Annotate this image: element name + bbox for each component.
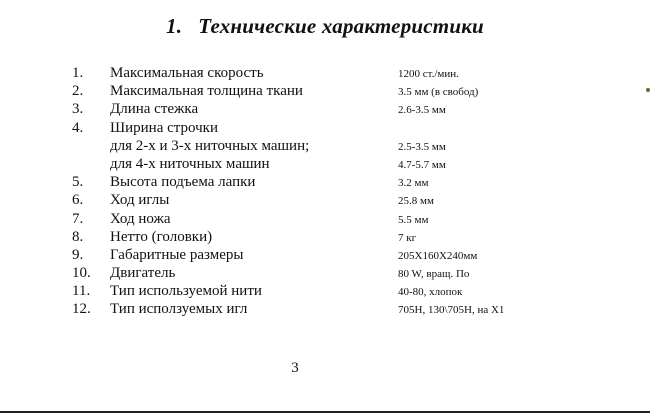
spec-label: Тип используемой нити (110, 283, 262, 300)
edge-dot-mark (646, 88, 650, 92)
spec-label: Максимальная скорость (110, 65, 264, 81)
spec-row (72, 228, 632, 246)
spec-row (72, 155, 632, 173)
spec-value: 3.2 мм (398, 177, 429, 190)
section-title: Технические характеристики (198, 14, 484, 38)
spec-value: 80 W, вращ. По (398, 268, 470, 281)
spec-label: Двигатель (110, 265, 176, 282)
spec-label: Ход ножа (110, 210, 171, 227)
spec-row (72, 82, 632, 100)
spec-row (72, 246, 632, 264)
bottom-divider (0, 411, 650, 413)
spec-value: 25.8 мм (398, 195, 434, 208)
spec-row (72, 119, 632, 137)
spec-label: для 2-х и 3-х ниточных машин; (110, 137, 310, 154)
spec-number: 4. (72, 119, 84, 136)
spec-row (72, 282, 632, 300)
section-heading (0, 14, 650, 39)
spec-number: 12. (72, 301, 91, 318)
spec-label: Ширина строчки (110, 119, 218, 136)
spec-row (72, 264, 632, 282)
spec-label: Нетто (головки) (110, 228, 213, 245)
spec-value: 5.5 мм (398, 213, 429, 226)
spec-value: 40-80, хлопок (398, 286, 463, 299)
spec-row (72, 100, 632, 118)
spec-number: 9. (72, 246, 84, 263)
spec-label: Тип исползуемых игл (110, 301, 248, 318)
spec-label: Ход иглы (110, 192, 170, 209)
spec-value: 2.6-3.5 мм (398, 104, 446, 117)
spec-number: 10. (72, 265, 91, 282)
spec-value: 2.5-3.5 мм (398, 140, 446, 153)
spec-row (72, 210, 632, 228)
spec-number: 2. (72, 83, 84, 100)
section-number: 1. (166, 14, 183, 38)
spec-label: Габаритные размеры (110, 246, 244, 263)
spec-number: 3. (72, 101, 84, 118)
spec-value: 705H, 130\705H, на X1 (398, 304, 505, 317)
page-number: 3 (291, 360, 299, 376)
spec-row (72, 64, 632, 82)
spec-row (72, 173, 632, 191)
spec-value: 7 кг (398, 231, 417, 244)
spec-value: 1200 ст./мин. (398, 68, 459, 80)
spec-label: для 4-х ниточных машин (110, 155, 270, 172)
spec-row (72, 191, 632, 209)
spec-number: 5. (72, 174, 84, 191)
spec-row (72, 137, 632, 155)
spec-number: 7. (72, 210, 84, 227)
spec-value: 205X160X240мм (398, 249, 478, 262)
spec-value: 4.7-5.7 мм (398, 158, 446, 171)
spec-label: Длина стежка (110, 101, 199, 118)
spec-value: 3.5 мм (в свобод) (398, 86, 479, 99)
spec-label: Высота подъема лапки (110, 174, 256, 191)
spec-number: 8. (72, 228, 84, 245)
spec-row (72, 300, 632, 318)
spec-number: 1. (72, 65, 84, 81)
spec-list (72, 64, 632, 319)
spec-label: Максимальная толщина ткани (110, 83, 303, 100)
spec-number: 6. (72, 192, 84, 209)
spec-number: 11. (72, 283, 91, 300)
